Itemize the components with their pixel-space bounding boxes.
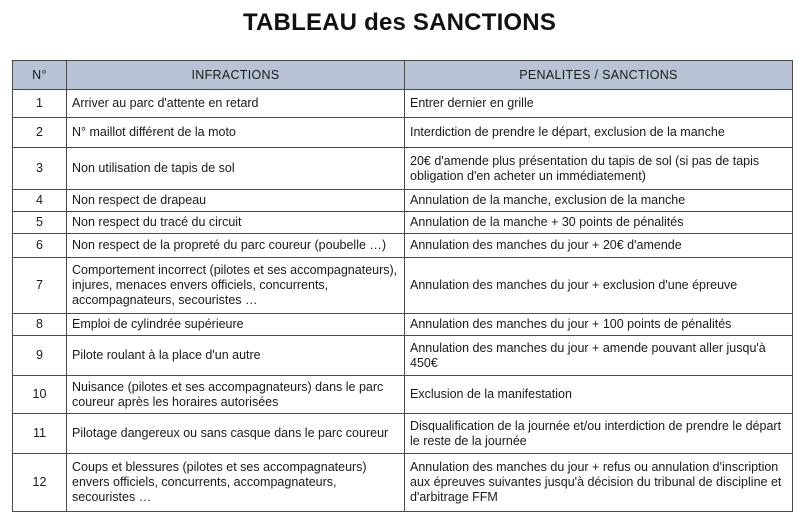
row-infraction: Emploi de cylindrée supérieure	[67, 314, 405, 336]
table-row	[13, 190, 793, 212]
row-penalty: Annulation de la manche + 30 points de pénalités	[405, 212, 793, 234]
row-infraction: Pilote roulant à la place d'un autre	[67, 336, 405, 376]
sanctions-table	[12, 60, 793, 512]
table-row	[13, 258, 793, 314]
row-infraction: Pilotage dangereux ou sans casque dans le parc coureur	[67, 414, 405, 454]
row-number: 7	[13, 258, 67, 314]
row-number: 5	[13, 212, 67, 234]
table-row	[13, 376, 793, 414]
row-penalty: Annulation des manches du jour + amende pouvant aller jusqu'à 450€	[405, 336, 793, 376]
row-number: 1	[13, 90, 67, 118]
header-number: N°	[13, 61, 67, 90]
row-infraction: Non respect du tracé du circuit	[67, 212, 405, 234]
row-number: 11	[13, 414, 67, 454]
row-infraction: N° maillot différent de la moto	[67, 118, 405, 148]
row-number: 2	[13, 118, 67, 148]
row-infraction: Comportement incorrect (pilotes et ses accompagnateurs), injures, menaces envers officiels, concurrents, accompagnateurs, secouristes …	[67, 258, 405, 314]
table-row	[13, 212, 793, 234]
row-infraction: Coups et blessures (pilotes et ses accompagnateurs) envers officiels, concurrents, accompagnateurs, secouristes …	[67, 454, 405, 512]
table-row	[13, 314, 793, 336]
row-penalty: Annulation des manches du jour + 100 points de pénalités	[405, 314, 793, 336]
header-penalties: PENALITES / SANCTIONS	[405, 61, 793, 90]
row-number: 3	[13, 148, 67, 190]
row-penalty: Interdiction de prendre le départ, exclusion de la manche	[405, 118, 793, 148]
table-header-row	[13, 61, 793, 90]
table-row	[13, 454, 793, 512]
row-number: 8	[13, 314, 67, 336]
header-infractions: INFRACTIONS	[67, 61, 405, 90]
page-title: TABLEAU des SANCTIONS	[242, 9, 557, 36]
row-penalty: Disqualification de la journée et/ou interdiction de prendre le départ le reste de la journée	[405, 414, 793, 454]
row-penalty: Annulation des manches du jour + refus ou annulation d'inscription aux épreuves suivantes jusqu'à décision du tribunal de discipline et d'arbitrage FFM	[405, 454, 793, 512]
row-penalty: Annulation des manches du jour + exclusion d'une épreuve	[405, 258, 793, 314]
row-number: 9	[13, 336, 67, 376]
row-penalty: Exclusion de la manifestation	[405, 376, 793, 414]
row-number: 12	[13, 454, 67, 512]
row-infraction: Nuisance (pilotes et ses accompagnateurs) dans le parc coureur après les horaires autorisées	[67, 376, 405, 414]
row-number: 4	[13, 190, 67, 212]
row-number: 6	[13, 234, 67, 258]
table-row	[13, 90, 793, 118]
row-penalty: Entrer dernier en grille	[405, 90, 793, 118]
row-number: 10	[13, 376, 67, 414]
table-row	[13, 148, 793, 190]
row-penalty: Annulation de la manche, exclusion de la manche	[405, 190, 793, 212]
row-infraction: Non utilisation de tapis de sol	[67, 148, 405, 190]
table-row	[13, 336, 793, 376]
row-infraction: Non respect de drapeau	[67, 190, 405, 212]
row-infraction: Arriver au parc d'attente en retard	[67, 90, 405, 118]
row-infraction: Non respect de la propreté du parc coureur (poubelle …)	[67, 234, 405, 258]
row-penalty: 20€ d'amende plus présentation du tapis de sol (si pas de tapis obligation d'en acheter un immédiatement)	[405, 148, 793, 190]
row-penalty: Annulation des manches du jour + 20€ d'amende	[405, 234, 793, 258]
table-row	[13, 414, 793, 454]
table-row	[13, 118, 793, 148]
table-row	[13, 234, 793, 258]
